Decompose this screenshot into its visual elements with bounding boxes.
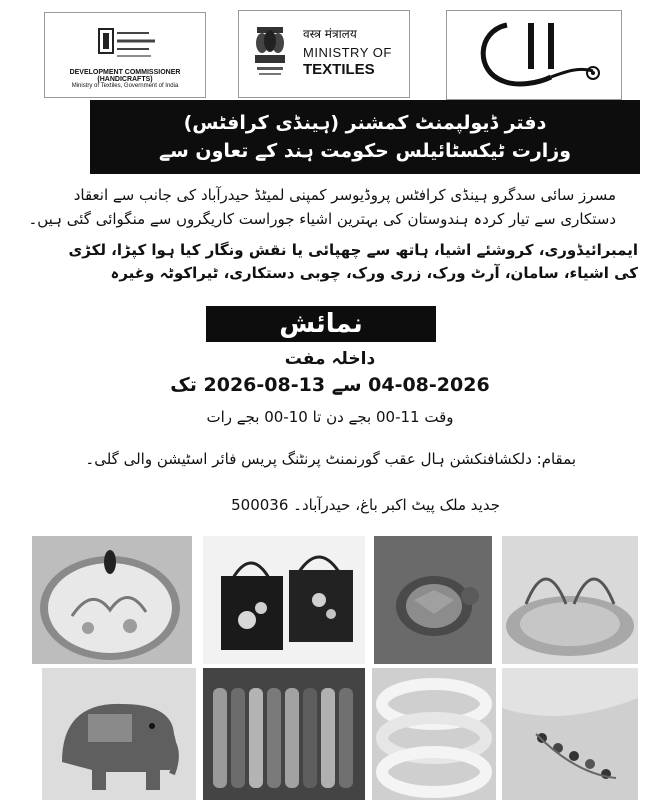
national-emblem-icon [239, 11, 299, 97]
products-line1: ایمبرائیڈوری، کروشئے اشیا، ہاتھ سے چھپائی یا نقش ونگار کیا ہوا کپڑا، لکڑی [68, 241, 638, 259]
exhibition-title: نمائش [279, 309, 363, 339]
description-line: دستکاری سے تیار کردہ ہندوستان کی بہترین اشیاء جوراست کاریگروں سے منگوائی گئی ہیں۔ [28, 210, 616, 228]
brand-logo [446, 10, 622, 100]
exhibition-timing: وقت 11-00 بجے دن تا 10-00 بجے رات [206, 408, 454, 426]
header-banner [90, 100, 640, 174]
ministry-of-textiles-logo [238, 10, 410, 98]
ministry-name-line1: MINISTRY OF [303, 45, 392, 60]
handicrafts-emblem-icon [45, 13, 205, 69]
tortoise-craft-photo [374, 536, 492, 664]
brand-mark-icon [447, 11, 621, 99]
dc-caption-title: DEVELOPMENT COMMISSIONER (HANDICRAFTS) [69, 69, 181, 83]
exhibition-dates: 04-08-2026 سے 13-08-2026 تک [170, 374, 490, 396]
embroidery-hoop-photo [32, 536, 192, 664]
white-bangles-photo [372, 668, 496, 800]
elephant-art-photo [42, 668, 196, 800]
address-text: جدید ملک پیٹ اکبر باغ، حیدرآباد۔ 500036 [231, 496, 500, 514]
dc-handicrafts-logo [44, 12, 206, 98]
venue-text: بمقام: دلکشافنکشن ہال عقب گورنمنٹ پرنٹنگ پریس فائر اسٹیشن والی گلی۔ [85, 450, 576, 468]
exhibition-title-bar [206, 306, 436, 342]
banner-office-line: دفتر ڈیولپمنٹ کمشنر (ہینڈی کرافٹس) [183, 112, 547, 134]
bangles-photo [203, 668, 365, 800]
dc-caption-subtitle: Ministry of Textiles, Government of India [71, 83, 179, 89]
entry-free-text: داخلہ مفت [284, 349, 376, 369]
ministry-name-line2: TEXTILES [303, 61, 375, 78]
ministry-hindi-name: वस्त्र मंत्रालय [303, 27, 357, 41]
organizer-line: مسرز سائی سدگرو ہینڈی کرافٹس پروڈیوسر کمپنی لمیٹڈ حیدرآباد کی جانب سے انعقاد [73, 186, 616, 204]
basket-tray-photo [502, 536, 638, 664]
banner-ministry-line: وزارت ٹیکسٹائیلس حکومت ہند کے تعاون سے [158, 140, 572, 162]
products-line2: کی اشیاء، سامان، آرٹ ورک، زری ورک، چوبی دستکاری، ٹیراکوٹہ وغیرہ [110, 264, 638, 282]
embroidered-fabric-photo [502, 668, 638, 800]
handbags-photo [203, 536, 365, 664]
